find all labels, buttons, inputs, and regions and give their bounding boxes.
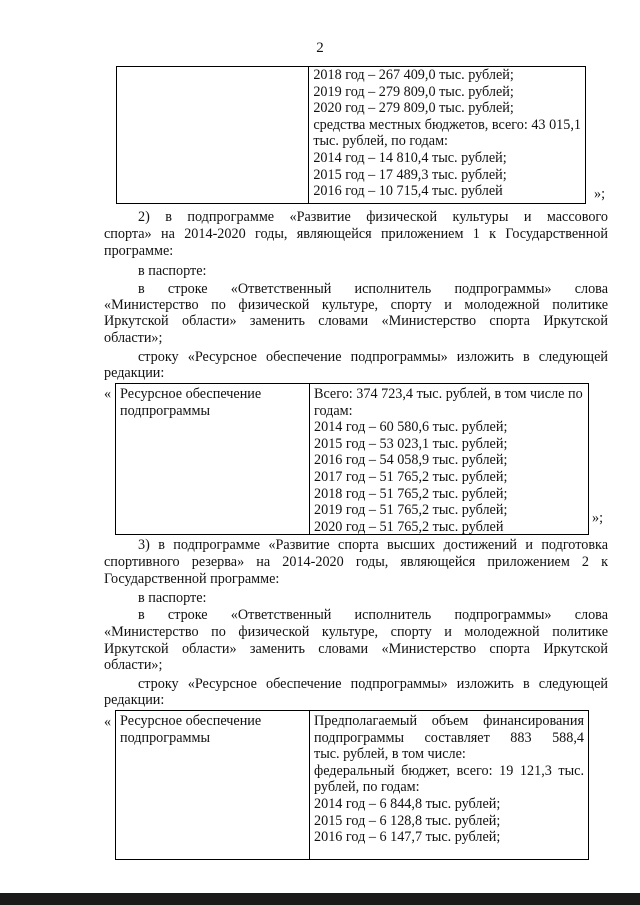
table-line: подпрограммы составляет 883 588,4 <box>314 729 584 746</box>
scan-edge <box>0 893 640 905</box>
section3-text: Государственной программе: <box>104 571 280 587</box>
table-line: 2014 год – 6 844,8 тыс. рублей; <box>314 795 501 812</box>
section2-text: редакции: <box>104 365 165 381</box>
table-label: подпрограммы <box>120 402 210 419</box>
table-line: 2016 год – 6 147,7 тыс. рублей; <box>314 829 501 846</box>
table-line: тыс. рублей, в том числе: <box>314 746 466 763</box>
resource-table <box>115 710 589 860</box>
section3-text: Иркутской области» заменить словами «Министерство спорта Иркутской <box>104 641 608 657</box>
table-label: Ресурсное обеспечение <box>120 713 262 729</box>
opening-quote: « <box>104 386 112 402</box>
section2-text: спорта» на 2014-2020 годы, являющейся приложением 1 к Государственной <box>104 226 608 242</box>
section2-heading: 2) в подпрограмме «Развитие физической культуры и массового <box>138 209 608 225</box>
table-line: 2016 год – 10 715,4 тыс. рублей <box>313 183 503 200</box>
section2-text: Иркутской области» заменить словами «Министерство спорта Иркутской <box>104 313 608 329</box>
opening-quote: « <box>104 714 112 730</box>
table-label: Ресурсное обеспечение <box>120 386 262 402</box>
section3-text: в строке «Ответственный исполнитель подпрограммы» слова <box>138 607 608 623</box>
table-left-cell <box>116 711 310 859</box>
table-line: 2016 год – 54 058,9 тыс. рублей; <box>314 452 508 469</box>
table-right-cell <box>310 384 588 534</box>
section3-heading: 3) в подпрограмме «Развитие спорта высших достижений и подготовка <box>138 537 608 553</box>
table-line: годам: <box>314 402 353 419</box>
table-right-cell <box>310 711 588 859</box>
table-line: 2015 год – 17 489,3 тыс. рублей; <box>313 166 507 183</box>
table-line: 2020 год – 279 809,0 тыс. рублей; <box>313 100 514 117</box>
closing-quote: »; <box>594 186 606 202</box>
table-left-cell <box>117 67 309 203</box>
table-line: 2014 год – 14 810,4 тыс. рублей; <box>313 149 507 166</box>
table-left-cell <box>116 384 310 534</box>
table-line: тыс. рублей, по годам: <box>313 133 448 150</box>
table-line: рублей, по годам: <box>314 779 420 796</box>
section3-text: области»; <box>104 657 163 673</box>
section2-text: области»; <box>104 330 163 346</box>
section2-text: в строке «Ответственный исполнитель подпрограммы» слова <box>138 281 608 297</box>
table-line: Предполагаемый объем финансирования <box>314 713 584 729</box>
table-line: 2017 год – 51 765,2 тыс. рублей; <box>314 468 508 485</box>
table-line: 2020 год – 51 765,2 тыс. рублей <box>314 518 504 535</box>
section2-text: «Министерство по физической культуре, спорту и молодежной политике <box>104 297 608 313</box>
table-line: средства местных бюджетов, всего: 43 015,1 <box>313 116 581 133</box>
table-label: подпрограммы <box>120 729 210 746</box>
page-number: 2 <box>316 40 324 56</box>
section3-text: строку «Ресурсное обеспечение подпрограммы» изложить в следующей <box>138 676 608 692</box>
table-line: 2019 год – 51 765,2 тыс. рублей; <box>314 502 508 519</box>
table-line: 2018 год – 267 409,0 тыс. рублей; <box>313 67 514 83</box>
section3-text: редакции: <box>104 692 165 708</box>
table-line: федеральный бюджет, всего: 19 121,3 тыс. <box>314 762 584 779</box>
section3-text: спортивного резерва» на 2014-2020 годы, являющейся приложением 2 к <box>104 554 608 570</box>
table-line: 2015 год – 53 023,1 тыс. рублей; <box>314 435 508 452</box>
passport-label: в паспорте: <box>138 590 207 606</box>
section2-text: программе: <box>104 243 174 259</box>
table-line: 2014 год – 60 580,6 тыс. рублей; <box>314 419 508 436</box>
section2-text: строку «Ресурсное обеспечение подпрограммы» изложить в следующей <box>138 349 608 365</box>
resource-table-continuation <box>116 66 586 204</box>
closing-quote: »; <box>592 510 604 526</box>
table-line: Всего: 374 723,4 тыс. рублей, в том числе по <box>314 386 583 402</box>
table-right-cell <box>309 67 585 203</box>
section3-text: «Министерство по физической культуре, спорту и молодежной политике <box>104 624 608 640</box>
table-line: 2019 год – 279 809,0 тыс. рублей; <box>313 83 514 100</box>
resource-table <box>115 383 589 535</box>
table-line: 2015 год – 6 128,8 тыс. рублей; <box>314 812 501 829</box>
table-line: 2018 год – 51 765,2 тыс. рублей; <box>314 485 508 502</box>
passport-label: в паспорте: <box>138 263 207 279</box>
